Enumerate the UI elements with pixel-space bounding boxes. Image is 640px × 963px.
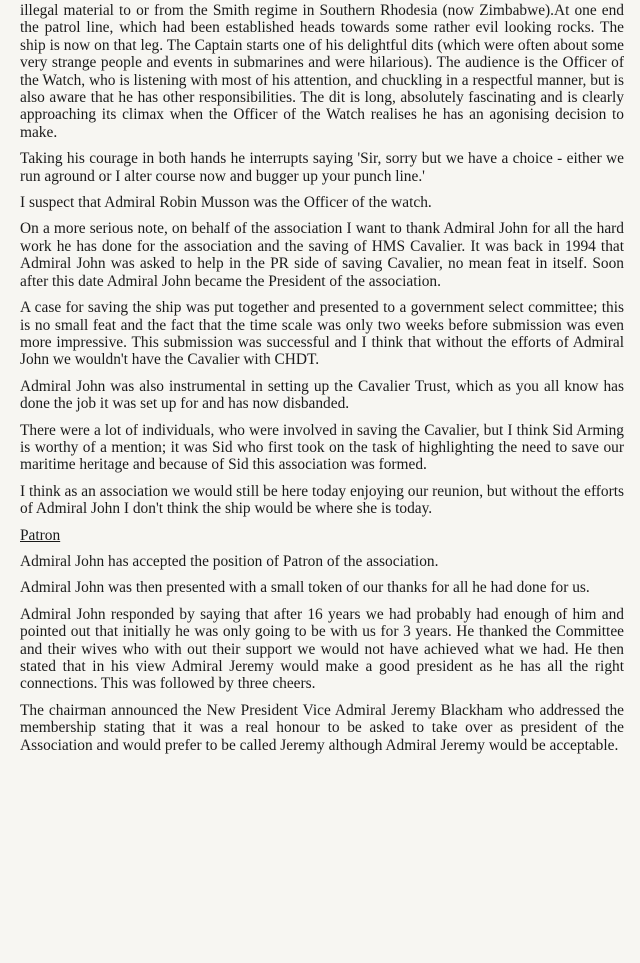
- paragraph-token-of-thanks: Admiral John was then presented with a small token of our thanks for all he had done for us.: [20, 579, 590, 597]
- paragraph-new-president: The chairman announced the New President Vice Admiral Jeremy Blackham who addressed the membership stating that it was a real honour to be asked to take over as president of the Association and would prefer to be called Jeremy although Admiral Jeremy would be acceptable.: [20, 701, 624, 754]
- paragraph-sid-arming: There were a lot of individuals, who were involved in saving the Cavalier, but I think Sid Arming is worthy of a mention; it was Sid who first took on the task of highlighting the need to save our maritime heritage and because of Sid this association was formed.: [20, 421, 624, 474]
- paragraph-cavalier-trust: Admiral John was also instrumental in setting up the Cavalier Trust, which as you all know has done the job it was set up for and has now disbanded.: [20, 377, 624, 413]
- paragraph-punch-line: Taking his courage in both hands he interrupts saying 'Sir, sorry but we have a choice - either we run aground or I alter course now and bugger up your punch line.': [20, 150, 624, 185]
- paragraph-reunion: I think as an association we would still be here today enjoying our reunion, but without the efforts of Admiral John I don't think the ship would be where she is today.: [20, 482, 624, 518]
- paragraph-officer-of-watch: I suspect that Admiral Robin Musson was the Officer of the watch.: [20, 194, 432, 212]
- paragraph-patron-accepted: Admiral John has accepted the position of Patron of the association.: [20, 552, 439, 570]
- paragraph-thanks-admiral-john: On a more serious note, on behalf of the association I want to thank Admiral John for all the hard work he has done for the association and the saving of HMS Cavalier. It was back in 1994 that Admiral John was asked to help in the PR side of saving Cavalier, no mean feat in itself. Soon after this date Admiral John became the President of the association.: [20, 220, 624, 290]
- paragraph-select-committee: A case for saving the ship was put together and presented to a government select committee; this is no small feat and the fact that the time scale was only two weeks before submission was even more impressive. This submission was successful and I think that without the efforts of Admiral John we wouldn't have the Cavalier with CHDT.: [20, 299, 624, 369]
- paragraph-patrol-story: illegal material to or from the Smith regime in Southern Rhodesia (now Zimbabwe).At one end the patrol line, which had been established heads towards some rather evil looking rocks. The ship is now on that leg. The Captain starts one of his delightful dits (which were often about some very strange people and events in submarines and were hilarious). The audience is the Officer of the Watch, who is listening with most of his attention, and chuckling in a respectful manner, but is also aware that he has other responsibilities. The dit is long, absolutely fascinating and is clearly approaching its climax when the Officer of the Watch realises he has an agonising decision to make.: [20, 2, 624, 141]
- patron-heading: Patron: [20, 526, 61, 544]
- paragraph-admiral-response: Admiral John responded by saying that after 16 years we had probably had enough of him and pointed out that initially he was only going to be with us for 3 years. He thanked the Committee and their wives who with out their support we would not have achieved what we had. He then stated that in his view Admiral Jeremy would make a good president as he has all the right connections. This was followed by three cheers.: [20, 605, 624, 693]
